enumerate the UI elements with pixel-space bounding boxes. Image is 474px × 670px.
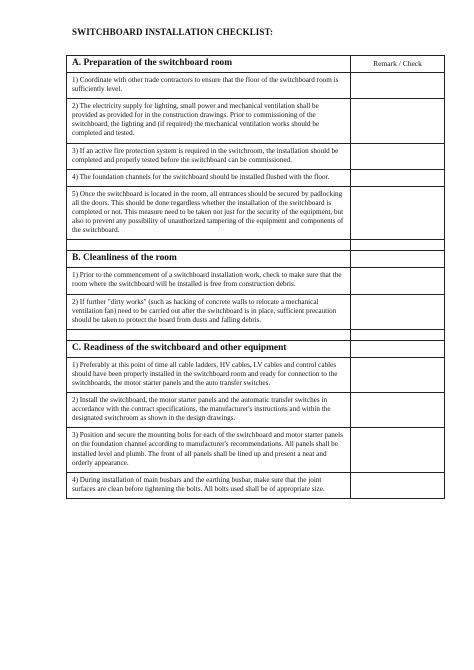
remark-check-cell[interactable]: [351, 186, 445, 239]
remark-header-cell: [351, 251, 445, 268]
section-header-a: [67, 56, 445, 73]
section-heading: A. Preparation of the switchboard room: [67, 56, 351, 73]
remark-check-cell[interactable]: [351, 169, 445, 186]
remark-check-cell[interactable]: [351, 143, 445, 169]
checklist-item: 3) If an active fire protection system is required in the switchroom, the installation should be completed and properly tested before the switchboard can be commissioned.: [67, 143, 351, 169]
checklist-item: 1) Preferably at this point of time all cable ladders, HV cables, LV cables and control cables should have been properly installed in the switchboard room and ready for connection to the switchboards, the motor starter panels and the auto transfer switches.: [67, 357, 351, 392]
checklist-row: [67, 428, 445, 472]
remark-column-header: Remark / Check: [351, 56, 445, 73]
checklist-row: [67, 294, 445, 329]
section-header-c: [67, 340, 445, 357]
checklist-row: [67, 472, 445, 498]
page-title: SWITCHBOARD INSTALLATION CHECKLIST:: [72, 27, 274, 37]
section-header-b: [67, 251, 445, 268]
section-spacer-row: [67, 329, 445, 340]
checklist-item: 1) Prior to the commencement of a switchboard installation work, check to make sure that the room where the switchboard will be installed is free from construction debris.: [67, 268, 351, 294]
checklist-item: 4) During installation of main busbars and the earthing busbar, make sure that the joint surfaces are clean before tightening the bolts. All bolts used shall be of appropriate size.: [67, 472, 351, 498]
remark-check-cell[interactable]: [351, 99, 445, 143]
checklist-item: 1) Coordinate with other trade contractors to ensure that the floor of the switchboard room is sufficiently level.: [67, 73, 351, 99]
spacer-cell: [67, 240, 351, 251]
remark-check-cell[interactable]: [351, 428, 445, 472]
checklist-row: [67, 99, 445, 143]
checklist-item: 2) Install the switchboard, the motor starter panels and the automatic transfer switches in accordance with the contract specifications, the manufacturer's instructions and within the designated switchroom as shown in the design drawings.: [67, 393, 351, 428]
spacer-cell: [67, 329, 351, 340]
checklist-row: [67, 73, 445, 99]
checklist-item: 3) Position and secure the mounting bolts for each of the switchboard and motor starter panels on the foundation channel according to manufacturer's recommendations. All panels shall be installed level and plumb. The front of all panels shall be lined up and present a neat and orderly appearance.: [67, 428, 351, 472]
remark-check-cell[interactable]: [351, 393, 445, 428]
spacer-cell: [351, 329, 445, 340]
checklist-row: [67, 186, 445, 239]
checklist-row: [67, 393, 445, 428]
remark-check-cell[interactable]: [351, 294, 445, 329]
checklist-row: [67, 357, 445, 392]
remark-header-cell: [351, 340, 445, 357]
checklist-item: 4) The foundation channels for the switchboard should be installed flushed with the floor.: [67, 169, 351, 186]
checklist-table: [66, 55, 445, 499]
remark-check-cell[interactable]: [351, 472, 445, 498]
remark-check-cell[interactable]: [351, 73, 445, 99]
checklist-row: [67, 268, 445, 294]
checklist-item: 2) The electricity supply for lighting, small power and mechanical ventilation shall be provided as provided for in the construction drawings. Prior to commissioning of the switchboard, the lighting and (if required) the mechanical ventilation works should be completed and tested.: [67, 99, 351, 143]
section-heading: B. Cleanliness of the room: [67, 251, 351, 268]
remark-check-cell[interactable]: [351, 268, 445, 294]
section-spacer-row: [67, 240, 445, 251]
checklist-row: [67, 169, 445, 186]
checklist-row: [67, 143, 445, 169]
checklist-item: 5) Once the switchboard is located in the room, all entrances should be secured by padlocking all the doors. This should be done regardless whether the installation of the switchboard is completed or not. This measure need to be taken not just for the security of the equipment, but also to prevent any possibility of unauthorized tampering of the equipment and components of the switchboard.: [67, 186, 351, 239]
remark-check-cell[interactable]: [351, 357, 445, 392]
spacer-cell: [351, 240, 445, 251]
checklist-item: 2) If further "dirty works" (such as hacking of concrete walls to relocate a mechanical ventilation fan) need to be carried out after the switchboard is in place, sufficient precaution should be taken to protect the board from dusts and falling debris.: [67, 294, 351, 329]
section-heading: C. Readiness of the switchboard and other equipment: [67, 340, 351, 357]
